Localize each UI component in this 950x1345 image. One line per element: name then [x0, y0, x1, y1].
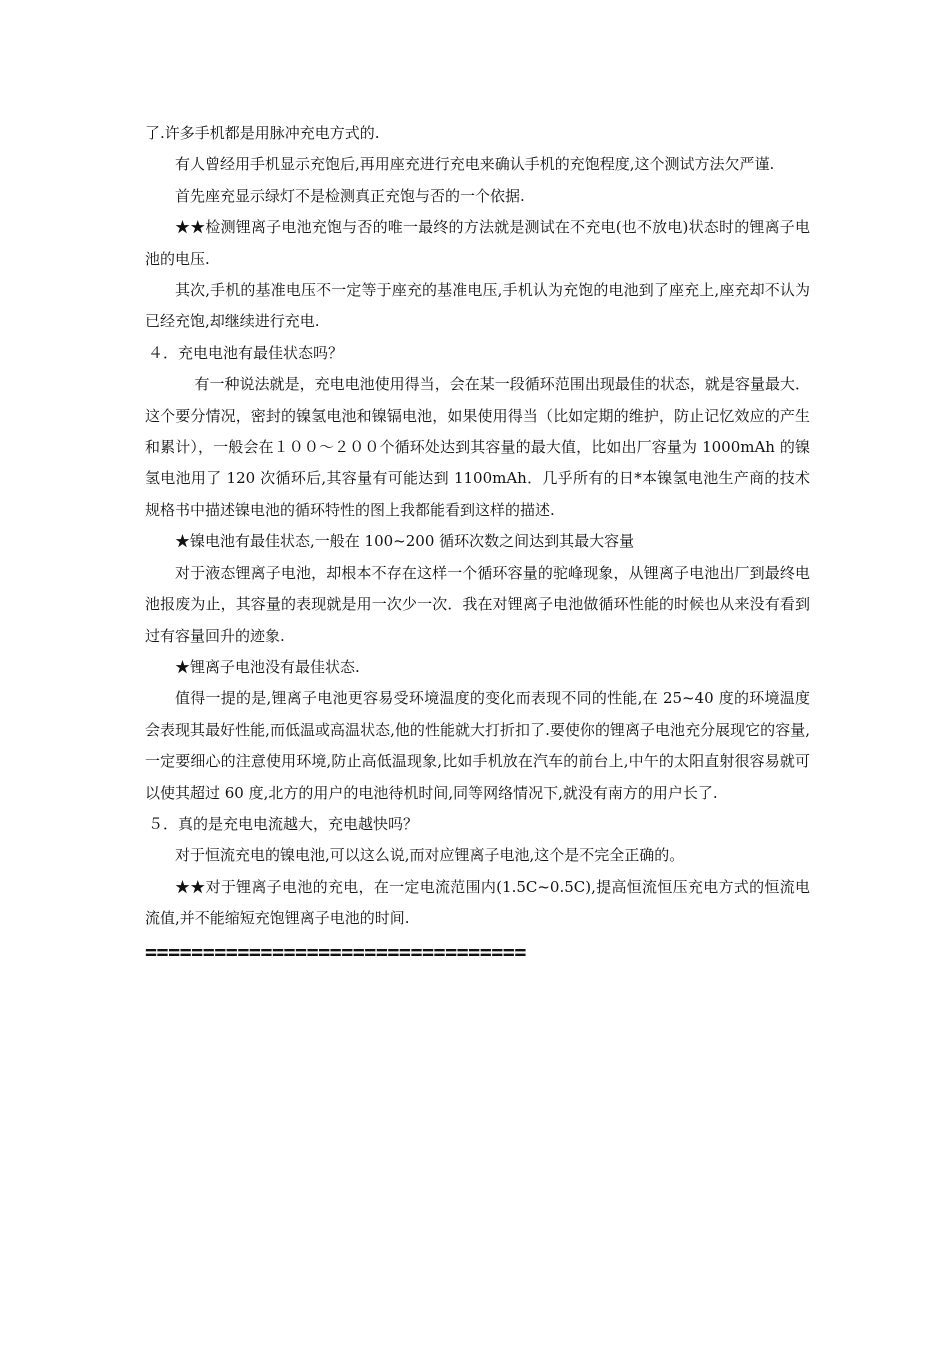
document-page: [145, 118, 810, 963]
section-heading-5: ５．真的是充电电流越大，充电越快吗？: [148, 814, 419, 833]
paragraph-continuation: 了.许多手机都是用脉冲充电方式的.: [145, 124, 380, 142]
paragraph-reference-voltage: 其次,手机的基准电压不一定等于座充的基准电压,手机认为充饱的电池到了座充上,座充却不认为已经充饱,却继续进行充电.: [145, 281, 810, 331]
paragraph-best-state: 有一种说法就是，充电电池使用得当，会在某一段循环范围出现最佳的状态，就是容量最大．这个要分情况，密封的镍氢电池和镍镉电池，如果使用得当（比如定期的维护，防止记忆效应的产生和累计），一般会在１００～２００个循环处达到其容量的最大值，比如出厂容量为 1000mAh 的镍氢电池用了 120 次循环后,其容量有可能达到 1100mAh．几乎所有的日*本镍氢电池生产商的技术规格书中描述镍电池的循环特性的图上我都能看到这样的描述.: [145, 375, 810, 519]
paragraph-green-light: 首先座充显示绿灯不是检测真正充饱与否的一个依据.: [175, 186, 525, 205]
paragraph-temperature: 值得一提的是,锂离子电池更容易受环境温度的变化而表现不同的性能,在 25~40 度的环境温度会表现其最好性能,而低温或高温状态,他的性能就大打折扣了.要使你的锂离子电池充分展现它的容量,一定要细心的注意使用环境,防止高低温现象,比如手机放在汽车的前台上,中午的太阳直射很容易就可以使其超过 60 度,北方的用户的电池待机时间,同等网络情况下,就没有南方的用户长了.: [145, 689, 810, 802]
paragraph-constant-current: 对于恒流充电的镍电池,可以这么说,而对应锂离子电池,这个是不完全正确的。: [175, 846, 685, 865]
section-heading-4: ４．充电电池有最佳状态吗？: [148, 343, 344, 362]
paragraph-key-point-lithium: ★锂离子电池没有最佳状态.: [175, 657, 360, 676]
paragraph-test-method: 有人曾经用手机显示充饱后,再用座充进行充电来确认手机的充饱程度,这个测试方法欠严谨.: [175, 155, 775, 174]
paragraph-lithium-capacity: 对于液态锂离子电池，却根本不存在这样一个循环容量的驼峰现象，从锂离子电池出厂到最终电池报废为止，其容量的表现就是用一次少一次．我在对锂离子电池做循环性能的时候也从来没有看到过有容量回升的迹象.: [145, 563, 810, 645]
paragraph-key-point-nickel: ★镍电池有最佳状态,一般在 100~200 循环次数之间达到其最大容量: [175, 532, 635, 551]
paragraph-key-point-charging: ★★对于锂离子电池的充电，在一定电流范围内(1.5C~0.5C),提高恒流恒压充电方式的恒流电流值,并不能缩短充饱锂离子电池的时间.: [145, 877, 810, 928]
separator-line: =================================: [145, 940, 526, 963]
paragraph-key-point-voltage: ★★检测锂离子电池充饱与否的唯一最终的方法就是测试在不充电(也不放电)状态时的锂离子电池的电压.: [145, 218, 810, 268]
